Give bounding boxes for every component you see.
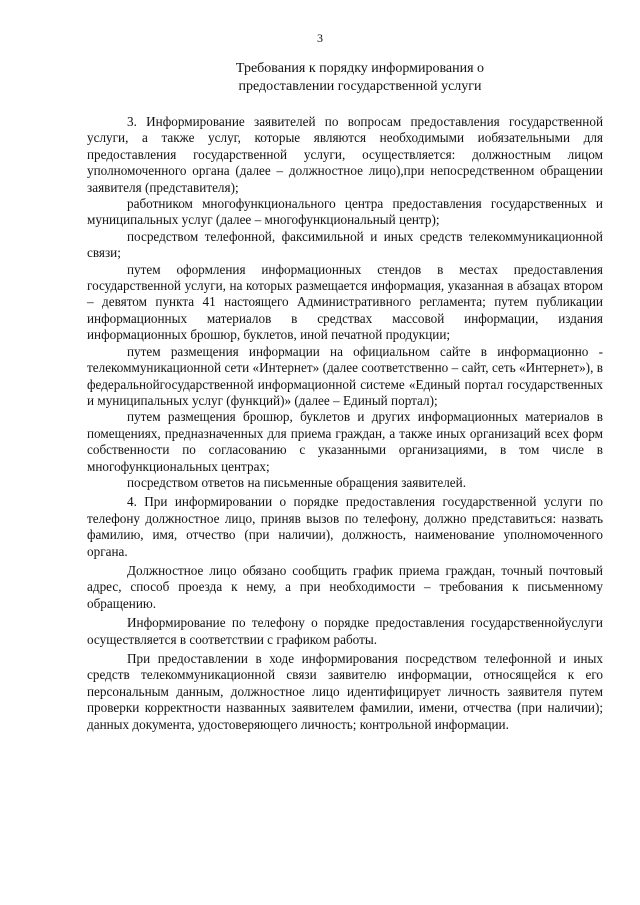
paragraph-telecom: посредством телефонной, факсимильной и иных средств телекоммуникационной связи; <box>87 228 603 261</box>
paragraph-website: путем размещения информации на официальном сайте в информационно - телекоммуникационной сети «Интернет» (далее соответственно – сайт, сеть «Интернет»), в федеральнойгосударственной информационной системе «Единый портал государственных и муниципальных услуг (функций)» (далее – Единый портал); <box>87 343 603 408</box>
paragraph-official-duties: Должностное лицо обязано сообщить график приема граждан, точный почтовый адрес, способ проезда к нему, а при необходимости – требования к письменному обращению. <box>87 562 603 611</box>
paragraph-phone-schedule: Информирование по телефону о порядке предоставления государственнойуслуги осуществляется в соответствии с графиком работы. <box>87 615 603 647</box>
section-heading <box>200 60 520 96</box>
paragraph-item-3: 3. Информирование заявителей по вопросам предоставления государственной услуги, а также услуг, которые являются необходимыми иобязательными для предоставления государственной услуги, осуществляется: должностным лицом уполномоченного органа (далее – должностное лицо),при непосредственном обращении заявителя (представителя); <box>87 114 603 195</box>
section-heading-line-1: Требования к порядку информирования о <box>235 61 485 76</box>
paragraph-info-stands: путем оформления информационных стендов в местах предоставления государственной услуги, на которых размещается информация, указанная в абзацах втором – девятом пункта 41 настоящего Административного регламента; путем публикации информационных материалов в средствах массовой информации, издания информационных брошюр, буклетов, иной печатной продукции; <box>87 261 603 343</box>
section-heading-line-2: предоставлении государственной услуги <box>238 79 482 94</box>
paragraph-brochures: путем размещения брошюр, буклетов и других информационных материалов в помещениях, предназначенных для приема граждан, а также иных организаций всех форм собственности по согласованию с указанными организациями, в том числе в многофункциональных центрах; <box>87 409 603 474</box>
paragraph-identity-check: При предоставлении в ходе информирования посредством телефонной и иных средств телекоммуникационной связи заявителю информации, относящейся к его персональным данным, должностное лицо идентифицирует личность заявителя путем проверки корректности названных заявителем фамилии, имени, отчества (при наличии); данных документа, удостоверяющего личность; контрольной информации. <box>87 651 603 732</box>
paragraph-mfc-worker: работником многофункционального центра предоставления государственных и муниципальных услуг (далее – многофункциональный центр); <box>87 196 603 228</box>
paragraph-written-requests: посредством ответов на письменные обращения заявителей. <box>127 474 467 490</box>
document-body <box>87 114 603 733</box>
page-number: 3 <box>317 31 323 45</box>
paragraph-item-4: 4. При информировании о порядке предоставления государственной услуги по телефону должностное лицо, приняв вызов по телефону, должно представиться: назвать фамилию, имя, отчество (при наличии), должность, наименование уполномоченного органа. <box>87 494 603 559</box>
